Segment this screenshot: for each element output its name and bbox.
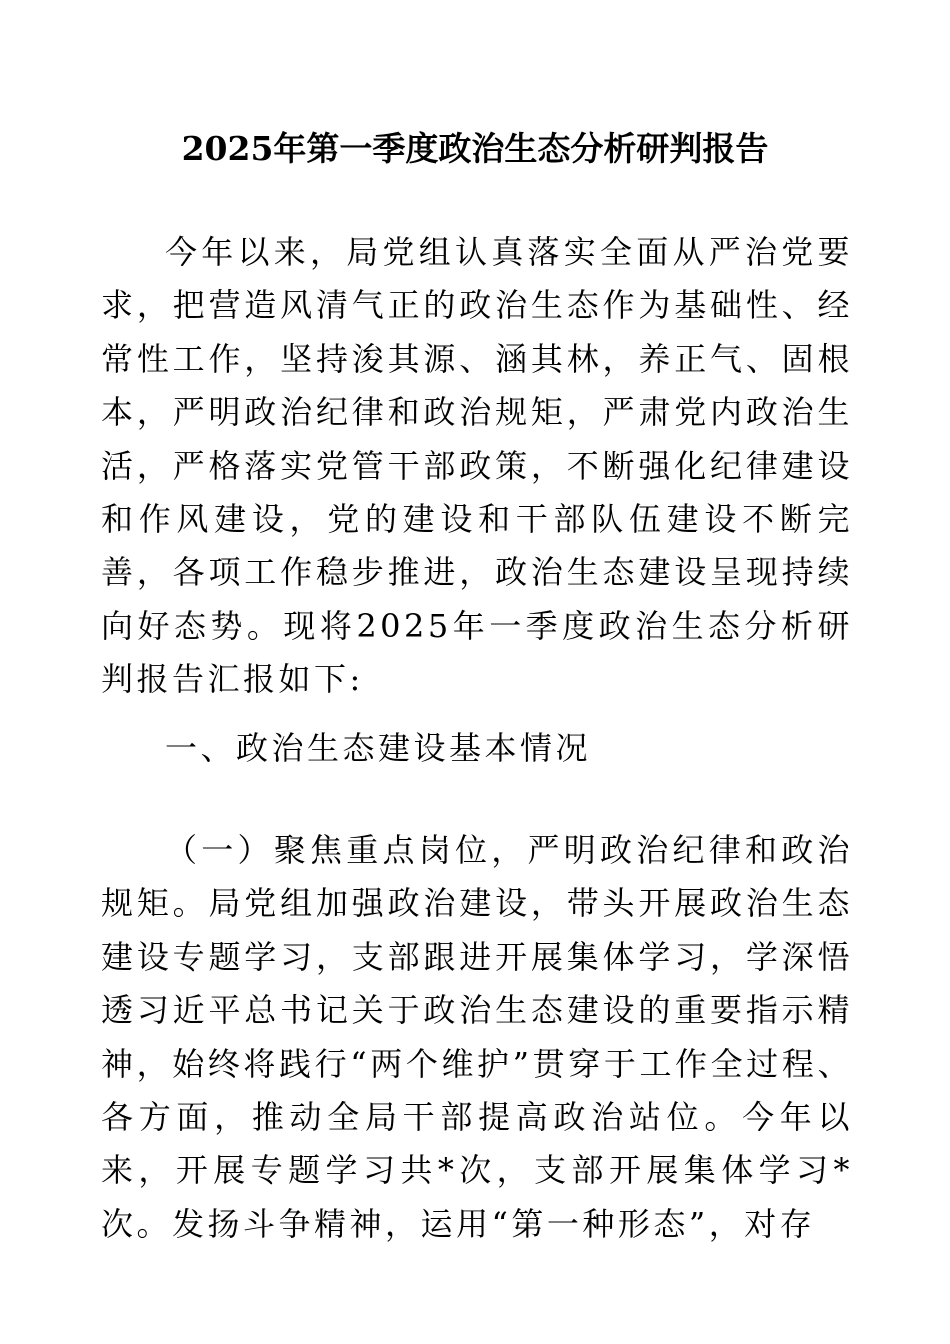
section-heading: 一、政治生态建设基本情况 — [165, 729, 592, 767]
intro-paragraph: 今年以来，局党组认真落实全面从严治党要求，把营造风清气正的政治生态作为基础性、经常性工作，坚持浚其源、涵其林，养正气、固根本，严明政治纪律和政治规矩，严肃党内政治生活，严格落实党管干部政策，不断强化纪律建设和作风建设，党的建设和干部队伍建设不断完善，各项工作稳步推进，政治生态建设呈现持续向好态势。现将2025年一季度政治生态分析研判报告汇报如下: — [101, 233, 853, 699]
subsection-paragraph: （一）聚焦重点岗位，严明政治纪律和政治规矩。局党组加强政治建设，带头开展政治生态建设专题学习，支部跟进开展集体学习，学深悟透习近平总书记关于政治生态建设的重要指示精神，始终将践行“两个维护”贯穿于工作全过程、各方面，推动全局干部提高政治站位。今年以来，开展专题学习共*次，支部开展集体学习*次。发扬斗争精神，运用“第一种形态”，对存 — [101, 831, 853, 1243]
document-title: 2025年第一季度政治生态分析研判报告 — [181, 129, 769, 168]
